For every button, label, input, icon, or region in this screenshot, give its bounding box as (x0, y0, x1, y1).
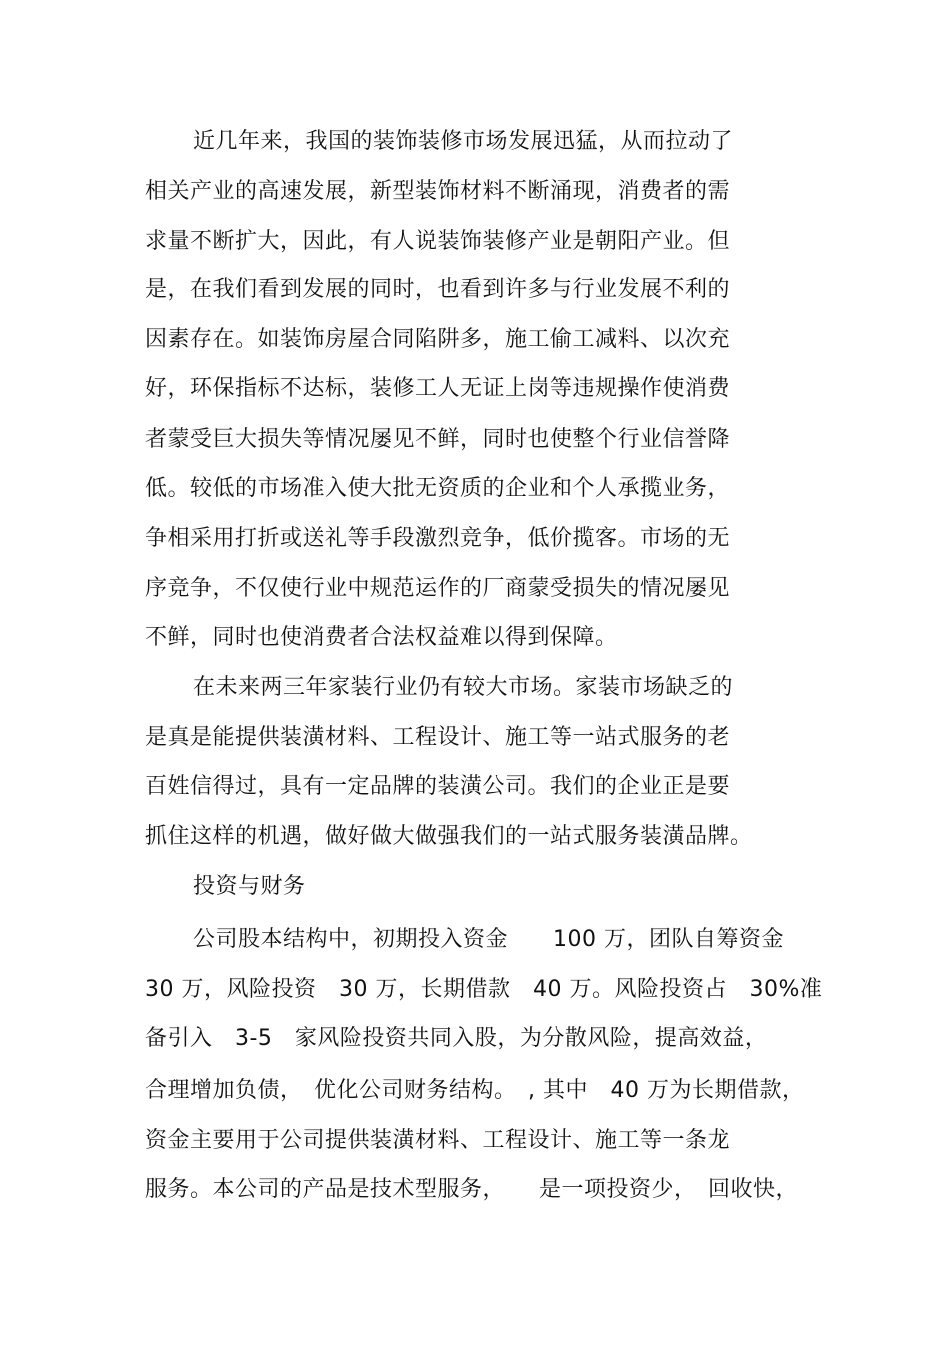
paragraph-line: 序竞争，不仅使行业中规范运作的厂商蒙受损失的情况屡见 (145, 576, 731, 601)
paragraph-line: 资金主要用于公司提供装潢材料、工程设计、施工等一条龙 (145, 1128, 731, 1153)
paragraph-line: 抓住这样的机遇，做好做大做强我们的一站式服务装潢品牌。 (145, 824, 753, 849)
paragraph-line: 服务。本公司的产品是技术型服务， 是一项投资少， 回收快， (145, 1177, 799, 1202)
paragraph-line: 备引入 3-5 家风险投资共同入股，为分散风险，提高效益， (145, 1026, 768, 1051)
paragraph-line: 低。较低的市场准入使大批无资质的企业和个人承揽业务， (145, 476, 731, 501)
paragraph-line: 百姓信得过，具有一定品牌的装潢公司。我们的企业正是要 (145, 774, 731, 799)
paragraph-line: 好，环保指标不达标，装修工人无证上岗等违规操作使消费 (145, 376, 731, 401)
paragraph-line: 者蒙受巨大损失等情况屡见不鲜，同时也使整个行业信誉降 (145, 427, 731, 452)
paragraph-line: 因素存在。如装饰房屋合同陷阱多，施工偷工减料、以次充 (145, 327, 731, 352)
paragraph-line: 在未来两三年家装行业仍有较大市场。家装市场缺乏的 (193, 675, 734, 700)
paragraph-line: 是，在我们看到发展的同时，也看到许多与行业发展不利的 (145, 277, 731, 302)
paragraph-line: 合理增加负债， 优化公司财务结构。 , 其中 40 万为长期借款， (145, 1078, 805, 1103)
paragraph-line: 是真是能提供装潢材料、工程设计、施工等一站式服务的老 (145, 725, 731, 750)
paragraph-line: 相关产业的高速发展，新型装饰材料不断涌现，消费者的需 (145, 179, 731, 204)
paragraph-line: 近几年来，我国的装饰装修市场发展迅猛，从而拉动了 (193, 129, 734, 154)
paragraph-line: 求量不断扩大，因此，有人说装饰装修产业是朝阳产业。但 (145, 229, 731, 254)
section-heading: 投资与财务 (193, 874, 306, 899)
paragraph-line: 争相采用打折或送礼等手段激烈竞争，低价揽客。市场的无 (145, 526, 731, 551)
paragraph-line: 30 万，风险投资 30 万，长期借款 40 万。风险投资占 30%准 (145, 977, 823, 1002)
paragraph-line: 不鲜，同时也使消费者合法权益难以得到保障。 (145, 625, 618, 650)
paragraph-line: 公司股本结构中，初期投入资金 100 万，团队自筹资金 (193, 927, 784, 952)
